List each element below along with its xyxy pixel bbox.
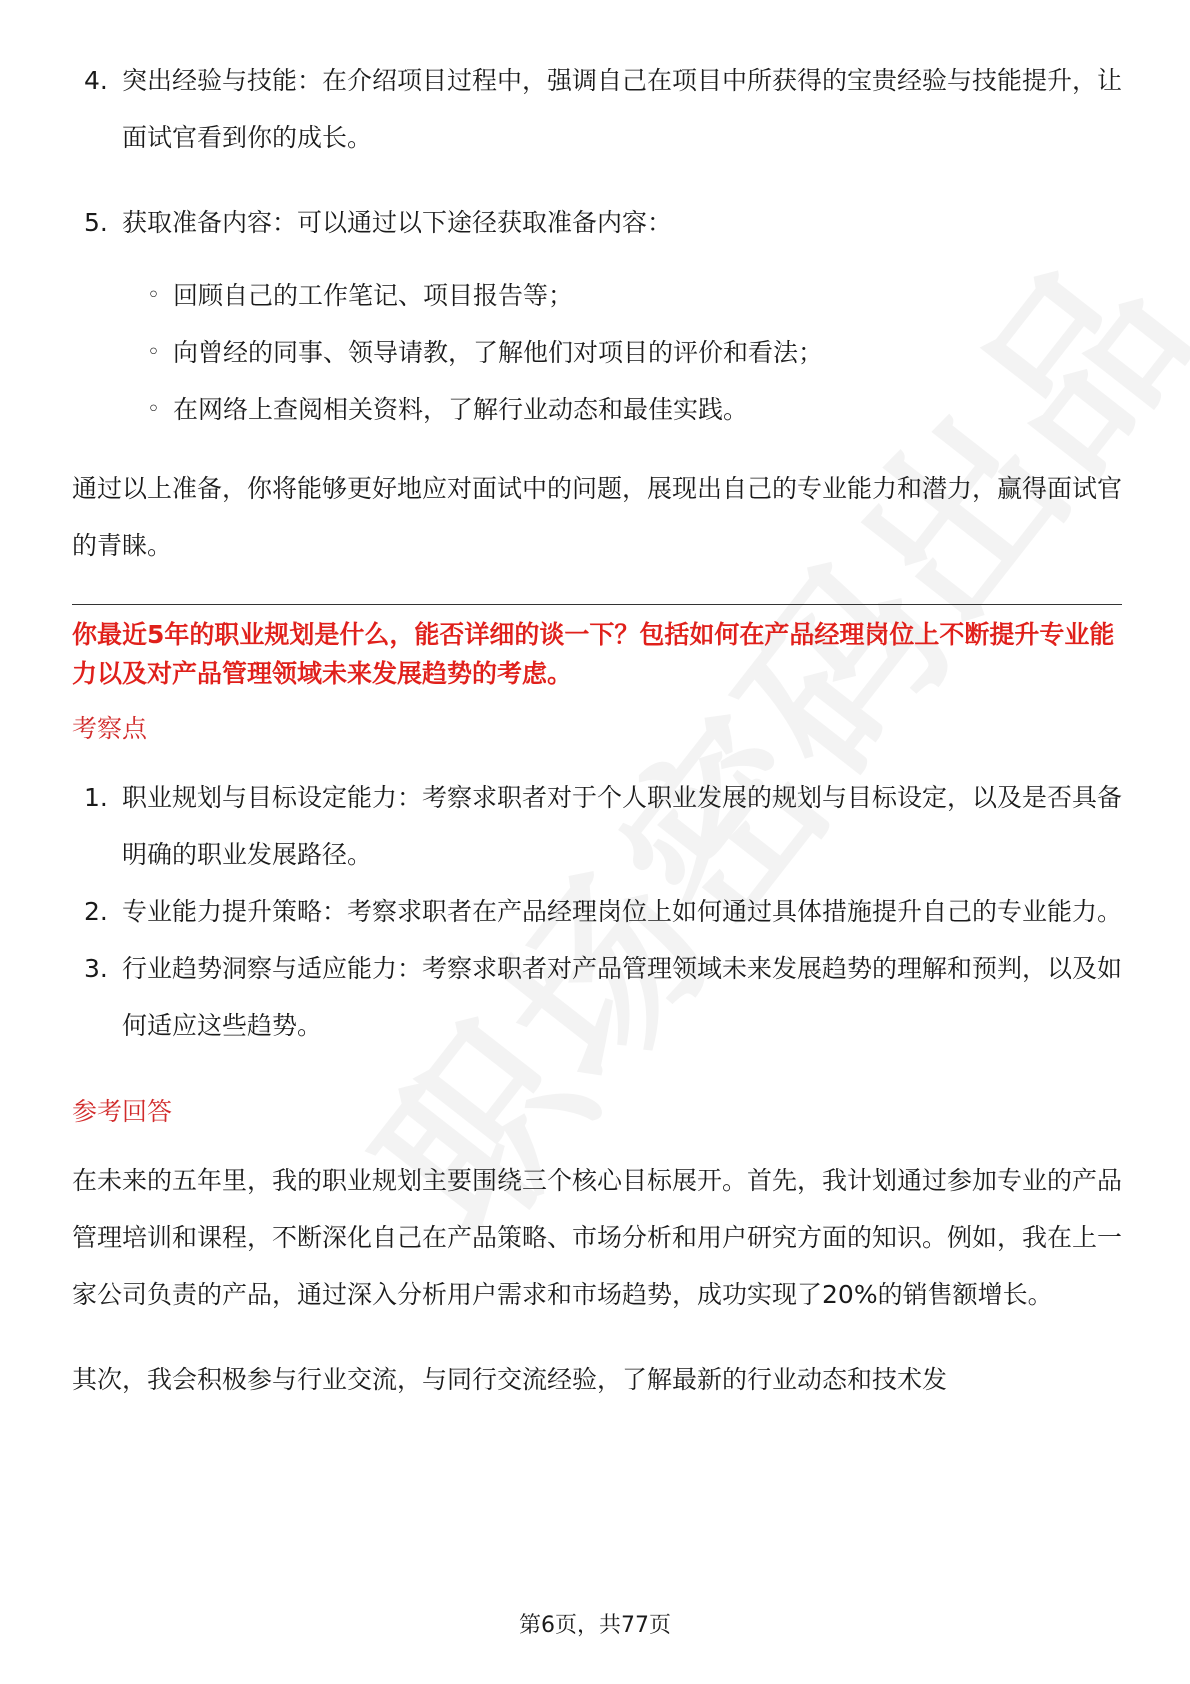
- list-text: 行业趋势洞察与适应能力：考察求职者对产品管理领域未来发展趋势的理解和预判，以及如何适应这些趋势。: [122, 954, 1123, 1040]
- page-number: 第6页，共77页: [519, 1613, 671, 1638]
- list-text: 职业规划与目标设定能力：考察求职者对于个人职业发展的规划与目标设定，以及是否具备明确的职业发展路径。: [122, 783, 1123, 869]
- sub-list-item: [147, 381, 1122, 438]
- answer-paragraph-1: 在未来的五年里，我的职业规划主要围绕三个核心目标展开。首先，我计划通过参加专业的产品管理培训和课程，不断深化自己在产品策略、市场分析和用户研究方面的知识。例如，我在上一家公司负责的产品，通过深入分析用户需求和市场趋势，成功实现了20%的销售额增长。: [72, 1166, 1123, 1309]
- section-title-examination-points: 考察点: [72, 714, 148, 743]
- point-item-2: [84, 883, 1122, 940]
- bullet-icon: ◦: [147, 397, 160, 422]
- sub-list: [72, 267, 1122, 438]
- list-item-4: [84, 52, 1122, 166]
- list-number: 1.: [84, 783, 108, 812]
- sub-list-text: 在网络上查阅相关资料，了解行业动态和最佳实践。: [173, 395, 749, 424]
- list-number: 3.: [84, 954, 108, 983]
- list-item-5: [84, 194, 1122, 251]
- answer-paragraph-2: 其次，我会积极参与行业交流，与同行交流经验，了解最新的行业动态和技术发: [72, 1365, 948, 1394]
- list-text: 专业能力提升策略：考察求职者在产品经理岗位上如何通过具体措施提升自己的专业能力。: [122, 897, 1123, 926]
- list-number: 2.: [84, 897, 108, 926]
- sub-list-item: [147, 324, 1122, 381]
- summary-paragraph: 通过以上准备，你将能够更好地应对面试中的问题，展现出自己的专业能力和潜力，赢得面试官的青睐。: [72, 474, 1123, 560]
- point-item-3: [84, 940, 1122, 1054]
- sub-list-text: 向曾经的同事、领导请教，了解他们对项目的评价和看法；: [173, 338, 824, 367]
- sub-list-item: [147, 267, 1122, 324]
- bullet-icon: ◦: [147, 340, 160, 365]
- question-heading: 你最近5年的职业规划是什么，能否详细的谈一下？包括如何在产品经理岗位上不断提升专业能力以及对产品管理领域未来发展趋势的考虑。: [72, 620, 1115, 688]
- sub-list-text: 回顾自己的工作笔记、项目报告等；: [173, 281, 574, 310]
- section-title-reference-answer: 参考回答: [72, 1097, 173, 1126]
- bullet-icon: ◦: [147, 283, 160, 308]
- list-text: 获取准备内容：可以通过以下途径获取准备内容：: [122, 208, 673, 237]
- list-number: 4.: [84, 66, 108, 95]
- list-number: 5.: [84, 208, 108, 237]
- page-content: [72, 52, 1122, 1408]
- list-text: 突出经验与技能：在介绍项目过程中，强调自己在项目中所获得的宝贵经验与技能提升，让面试官看到你的成长。: [122, 66, 1123, 152]
- point-item-1: [84, 769, 1122, 883]
- section-divider: [72, 604, 1122, 605]
